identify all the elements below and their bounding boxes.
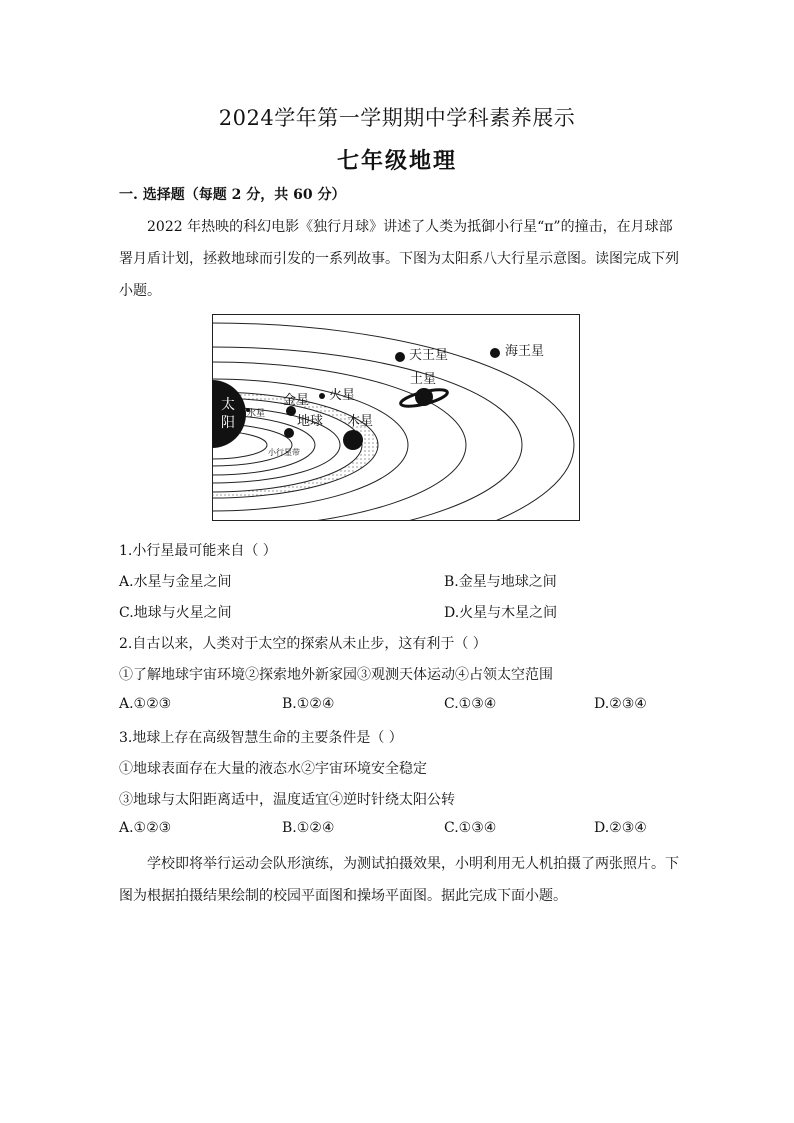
section-heading: 一. 选择题（每题 2 分，共 60 分） (119, 187, 346, 203)
saturn (415, 388, 433, 406)
exam-title: 2024学年第一学期期中学科素养展示 (218, 106, 576, 130)
neptune-label: 海王星 (505, 344, 545, 359)
q2-option-d[interactable]: D.②③④ (594, 696, 647, 712)
sun-label-1: 太 (221, 397, 235, 413)
q1-option-b[interactable]: B.金星与地球之间 (444, 574, 557, 590)
q3-statements-1: ①地球表面存在大量的液态水②宇宙环境安全稳定 (119, 761, 427, 777)
q2-option-b[interactable]: B.①②④ (282, 696, 335, 712)
q2-stem: 2.自古以来，人类对于太空的探索从未止步，这有利于（ ） (119, 636, 487, 652)
asteroid-belt-label: 小行星带 (268, 448, 300, 457)
earth-label: 地球 (297, 414, 324, 429)
jupiter-label: 木星 (347, 414, 374, 429)
jupiter (343, 430, 363, 450)
mercury-label: 水星 (247, 409, 266, 419)
q3-option-c[interactable]: C.①③④ (444, 820, 497, 836)
q2-option-a[interactable]: A.①②③ (119, 696, 172, 712)
q1-option-c[interactable]: C.地球与火星之间 (119, 605, 232, 621)
q2-statements: ①了解地球宇宙环境②探索地外新家园③观测天体运动④占领太空范围 (119, 667, 553, 683)
exam-subtitle: 七年级地理 (336, 148, 457, 174)
q3-option-d[interactable]: D.②③④ (594, 820, 647, 836)
sun-label-2: 阳 (221, 415, 235, 431)
q3-option-a[interactable]: A.①②③ (119, 820, 172, 836)
q3-statements-2: ③地球与太阳距离适中，温度适宜④逆时针绕太阳公转 (119, 792, 455, 808)
q2-option-c[interactable]: C.①③④ (444, 696, 497, 712)
q1-option-d[interactable]: D.火星与木星之间 (444, 605, 558, 621)
earth (284, 428, 294, 438)
mars (319, 393, 325, 399)
neptune (490, 348, 500, 358)
intro-paragraph-1: 2022 年热映的科幻电影《独行月球》讲述了人类为抵御小行星“π”的撞击，在月球部署月盾计划，拯救地球而引发的一系列故事。下图为太阳系八大行星示意图。读图完成下列小题。 (119, 219, 679, 299)
q3-stem: 3.地球上存在高级智慧生命的主要条件是（ ） (119, 730, 403, 746)
q1-stem: 1.小行星最可能来自（ ） (119, 543, 277, 559)
mars-label: 火星 (329, 388, 356, 403)
uranus (395, 352, 405, 362)
q3-option-b[interactable]: B.①②④ (282, 820, 335, 836)
venus-label: 金星 (283, 393, 310, 408)
q1-option-a[interactable]: A.水星与金星之间 (119, 574, 232, 590)
solar-system-figure (212, 314, 580, 521)
saturn-label: 土星 (410, 372, 437, 387)
uranus-label: 天王星 (409, 348, 449, 363)
intro-paragraph-2: 学校即将举行运动会队形演练，为测试拍摄效果，小明利用无人机拍摄了两张照片。下图为根据拍摄结果绘制的校园平面图和操场平面图。据此完成下面小题。 (119, 856, 679, 904)
